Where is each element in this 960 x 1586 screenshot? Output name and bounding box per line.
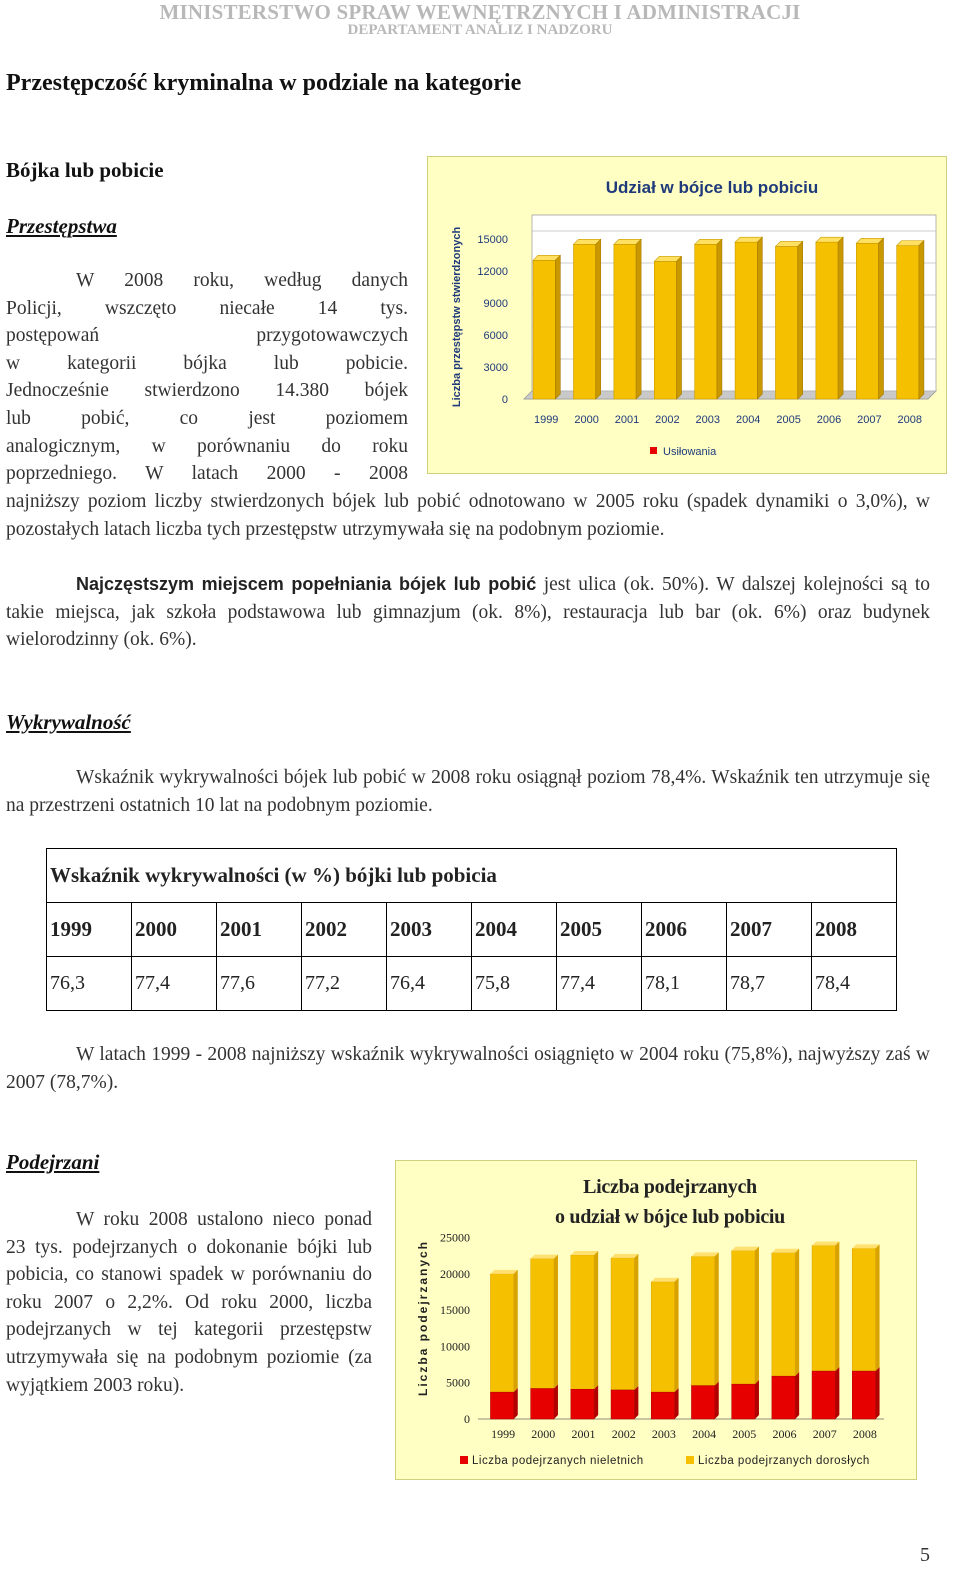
x-tick-label: 2001 [571,1427,596,1441]
bar-side [838,237,843,399]
bar-side-adults [594,1251,598,1389]
bar-side-adults [554,1255,558,1389]
bar [695,244,717,399]
bar-top [651,1278,678,1282]
bar-side-juveniles [755,1380,759,1419]
table-title-row [47,849,897,903]
x-tick-label: 2000 [574,414,599,426]
x-tick-label: 2004 [735,414,761,426]
page-title: Przestępczość kryminalna w podziale na kategorie [6,70,522,96]
detection-paragraph [6,764,930,819]
bar-juveniles [772,1376,795,1419]
bar-juveniles [691,1386,714,1419]
bar-adults [571,1255,594,1389]
x-tick-label: 2006 [772,1427,797,1441]
bar-top [571,1251,598,1255]
legend-label-juveniles: Liczba podejrzanych nieletnich [472,1455,644,1467]
bar-side-juveniles [634,1386,638,1419]
y-tick-label: 15000 [440,1303,470,1318]
table-value-cell: 77,4 [132,957,217,1011]
bar-juveniles [812,1371,835,1419]
table-value-cell: 77,4 [557,957,642,1011]
page-number: 5 [920,1544,930,1566]
x-tick-label: 2002 [611,1427,636,1441]
category-title: Bójka lub pobicie [6,158,164,182]
bar-juveniles [732,1384,755,1419]
bar-side [636,239,641,399]
section-title-detection: Wykrywalność [6,710,131,734]
crimes-line: poprzedniego. W latach 2000 - 2008 [6,463,408,485]
table-year-cell: 1999 [47,903,132,957]
bar-top [611,1254,638,1258]
bar [573,244,595,399]
bar-top [852,1244,879,1248]
chart-title-line: Liczba podejrzanych [583,1176,757,1198]
table-value-cell: 78,7 [727,957,812,1011]
y-tick-label: 0 [464,1412,470,1426]
ministry-header: MINISTERSTWO SPRAW WEWNĘTRZNYCH I ADMINISTRACJI [159,0,801,24]
bar [735,242,757,399]
bar-top [732,1247,759,1251]
detection-paragraph-2 [6,1041,930,1096]
bar-top [691,1252,718,1256]
x-tick-label: 2004 [692,1427,717,1441]
detection-text-2: W latach 1999 - 2008 najniższy wskaźnik wykrywalności osiągnięto w 2004 roku (75,8%), najwyższy zaś w 2007 (78,7%). [6,1044,930,1093]
bar-side-juveniles [835,1367,839,1419]
crimes-line: postępowań przygotowawczych [6,325,408,347]
section-title-crimes: Przestępstwa [6,214,117,238]
bar-juveniles [852,1371,875,1419]
crimes-line: W 2008 roku, według danych [76,270,408,291]
x-tick-label: 2008 [897,414,923,426]
x-tick-label: 2002 [655,414,680,426]
table-value-cell: 75,8 [472,957,557,1011]
bar [654,261,676,399]
table-year-cell: 2006 [642,903,727,957]
bar-side-adults [835,1242,839,1372]
bar [897,246,919,399]
bar-side [798,241,803,399]
place-rest-text: jest ulica (ok. 50%). W dalszej kolejności są to takie miejsca, jak szkoła podstawowa lub gimnazjum (ok. 8%), restauracja lub bar (ok. 6%) oraz budynek wielorodzinny (ok. 6%). [6,574,930,651]
chart-title: Udział w bójce lub pobiciu [605,178,819,197]
bar-adults [490,1274,513,1392]
bar-juveniles [571,1389,594,1419]
bar-adults [651,1282,674,1392]
bar-side [757,237,762,399]
y-tick-label: 10000 [440,1339,470,1354]
bar-side-juveniles [795,1372,799,1419]
y-tick-label: 3000 [483,362,508,374]
table-title: Wskaźnik wykrywalności (w %) bójki lub pobicia [47,849,897,903]
bar-side-adults [755,1247,759,1385]
x-tick-label: 2008 [852,1427,877,1441]
x-tick-label: 2005 [776,414,801,426]
bar-juveniles [611,1390,634,1419]
bar-side [717,239,722,399]
y-tick-label: 20000 [440,1266,470,1281]
crimes-line: Jednocześnie stwierdzono 14.380 bójek [6,380,408,402]
y-tick-label: 25000 [440,1230,470,1245]
y-axis-label: Liczba przestępstw stwierdzonych [451,226,463,408]
bar [816,242,838,399]
y-tick-label: 15000 [477,234,508,246]
x-tick-label: 2007 [812,1427,837,1441]
chart-offences-svg [428,157,946,473]
table-year-cell: 2008 [812,903,897,957]
table-year-cell: 2005 [557,903,642,957]
table-value-cell: 76,4 [387,957,472,1011]
table-year-cell: 2002 [302,903,387,957]
table-value-cell: 77,2 [302,957,387,1011]
table-value-cell: 76,3 [47,957,132,1011]
bar-adults [772,1253,795,1376]
table-years-row [47,903,897,957]
bar-top [531,1255,558,1259]
bar-side-juveniles [675,1388,679,1419]
chart-offences [427,156,947,474]
bar-side-adults [715,1252,719,1385]
bar-top [812,1242,839,1246]
bar [775,246,797,399]
bar-side-adults [514,1270,518,1392]
y-tick-label: 6000 [483,330,508,342]
table-value-cell: 77,6 [217,957,302,1011]
y-tick-label: 9000 [483,298,508,310]
bar-side-adults [675,1278,679,1392]
crimes-line: analogicznym, w porównaniu do roku [6,435,408,457]
bar-side-juveniles [514,1388,518,1419]
bar-side [596,239,601,399]
x-tick-label: 2007 [857,414,882,426]
detection-table [46,848,897,1011]
chart-suspects [395,1160,917,1480]
bar-side-juveniles [715,1382,719,1419]
bar-adults [611,1258,634,1390]
table-value-cell: 78,1 [642,957,727,1011]
bar [614,244,636,399]
legend-swatch [650,447,657,454]
suspects-text: W roku 2008 ustalono nieco ponad 23 tys. podejrzanych o dokonanie bójki lub pobicia, co stanowi spadek w porównaniu do roku 2007 o 2,2%. Od roku 2000, liczba podejrzanych w tej kategorii przestępstw utrzymywała się na podobnym poziomie (za wyjątkiem 2003 roku). [6,1209,372,1396]
table-values-row [47,957,897,1011]
department-header: DEPARTAMENT ANALIZ I NADZORU [347,22,613,38]
bar-top [490,1270,517,1274]
bar-adults [531,1259,554,1389]
bar-adults [852,1248,875,1371]
bar-adults [732,1251,755,1385]
x-tick-label: 2006 [816,414,842,426]
crimes-line: w kategorii bójka lub pobicie. [6,352,408,374]
table-year-cell: 2004 [472,903,557,957]
bar-juveniles [490,1392,513,1419]
x-tick-label: 2000 [531,1427,556,1441]
bar-side-juveniles [876,1367,880,1419]
bar-side-adults [876,1244,880,1371]
x-tick-label: 2003 [651,1427,676,1441]
legend-label-adults: Liczba podejrzanych dorosłych [698,1455,870,1467]
detection-text: Wskaźnik wykrywalności bójek lub pobić w 2008 roku osiągnął poziom 78,4%. Wskaźnik ten utrzymuje się na przestrzeni ostatnich 10 lat na podobnym poziomie. [6,767,930,816]
chart-suspects-svg [396,1161,916,1479]
legend-label: Usiłowania [663,446,717,458]
x-tick-label: 2003 [695,414,721,426]
crimes-line: lub pobić, co jest poziomem [6,407,408,429]
x-tick-label: 1999 [491,1427,516,1441]
y-axis-label: Liczba podejrzanych [416,1239,430,1397]
bar-juveniles [531,1389,554,1419]
bar-side-adults [634,1254,638,1390]
legend-swatch-adults [686,1456,694,1464]
bar-juveniles [651,1392,674,1419]
bar-side-juveniles [594,1385,598,1419]
bar-side [677,256,682,399]
table-year-cell: 2003 [387,903,472,957]
crimes-place-paragraph [6,571,930,654]
crimes-line: Policji, wszczęto niecałe 14 tys. [6,297,408,319]
bar-side [879,238,884,399]
bar [856,243,878,399]
y-tick-label: 12000 [477,266,508,278]
y-tick-label: 5000 [446,1375,470,1390]
bar-side-juveniles [554,1385,558,1419]
bar-side-adults [795,1249,799,1376]
crimes-paragraph-rest: najniższy poziom liczby stwierdzonych bójek lub pobić odnotowano w 2005 roku (spadek dynamiki o 3,0%), w pozostałych latach liczba tych przestępstw utrzymywała się na podobnym poziomie. [6,491,930,540]
bar-adults [691,1256,714,1385]
table-value-cell: 78,4 [812,957,897,1011]
x-tick-label: 2001 [614,414,640,426]
bar-side [919,241,924,399]
table-year-cell: 2000 [132,903,217,957]
legend-swatch-juveniles [460,1456,468,1464]
table-year-cell: 2007 [727,903,812,957]
crimes-paragraph-narrow [6,267,408,488]
suspects-paragraph [6,1206,372,1399]
place-bold-text: Najczęstszym miejscem popełniania bójek lub pobić [76,574,537,594]
section-title-suspects: Podejrzani [6,1150,100,1174]
bar-top [772,1249,799,1253]
bar-side [555,255,560,399]
chart-title-line: o udział w bójce lub pobiciu [555,1206,785,1228]
bar [533,260,555,399]
table-year-cell: 2001 [217,903,302,957]
x-tick-label: 2005 [732,1427,757,1441]
bar-adults [812,1246,835,1372]
x-tick-label: 1999 [533,414,559,426]
y-tick-label: 0 [501,394,508,406]
